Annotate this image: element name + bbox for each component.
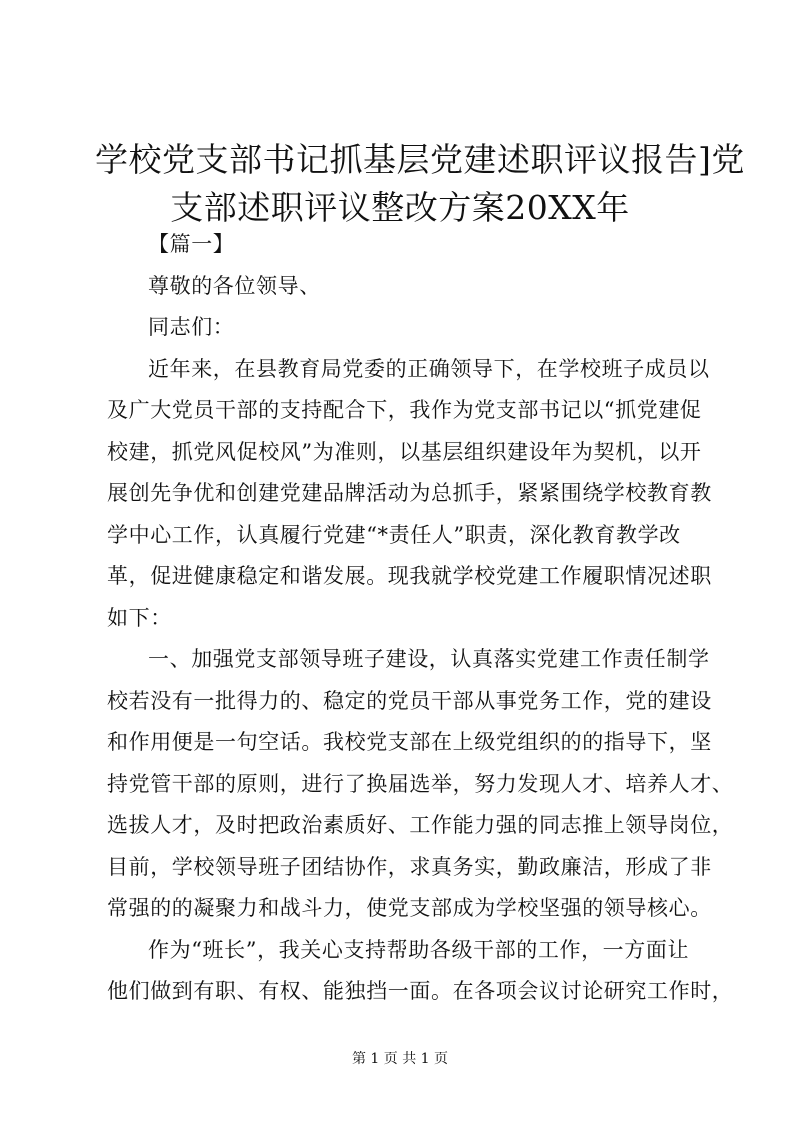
document-title xyxy=(95,136,745,232)
paragraph-line: 目前，学校领导班子团结协作，求真务实，勤政廉洁，形成了非 xyxy=(107,854,712,879)
title-line-2: 支部述职评议整改方案20XX年 xyxy=(170,188,630,227)
section-marker: 【篇一】 xyxy=(148,232,235,256)
paragraph-line: 校若没有一批得力的、稳定的党员干部从事党务工作，党的建设 xyxy=(107,688,712,713)
paragraph-line: 校建，抓党风促校风”为准则，以基层组织建设年为契机，以开 xyxy=(107,439,702,464)
salutation-line-2: 同志们： xyxy=(148,315,235,339)
paragraph-line: 如下： xyxy=(107,605,172,630)
paragraph-line: 学中心工作，认真履行党建“*责任人”职责，深化教育教学改 xyxy=(107,522,681,547)
paragraph-line: 持党管干部的原则，进行了换届选举，努力发现人才、培养人才、 xyxy=(107,771,734,796)
paragraph-line: 和作用便是一句空话。我校党支部在上级党组织的的指导下，坚 xyxy=(107,730,712,754)
paragraph-line: 近年来，在县教育局党委的正确领导下，在学校班子成员以 xyxy=(148,356,710,381)
page-footer: 第 1 页 共 1 页 xyxy=(351,1051,449,1067)
salutation-line-1: 尊敬的各位领导、 xyxy=(148,273,321,298)
title-line-1: 学校党支部书记抓基层党建述职评议报告]党 xyxy=(95,140,745,179)
paragraph-monitor-role xyxy=(107,930,734,1013)
paragraph-line: 展创先争优和创建党建品牌活动为总抓手，紧紧围绕学校教育教 xyxy=(107,481,712,505)
paragraph-line: 及广大党员干部的支持配合下，我作为党支部书记以“抓党建促 xyxy=(107,398,702,422)
paragraph-line: 他们做到有职、有权、能独挡一面。在各项会议讨论研究工作时， xyxy=(107,979,734,1003)
paragraph-line: 作为“班长”，我关心支持帮助各级干部的工作，一方面让 xyxy=(148,937,690,962)
paragraph-intro xyxy=(107,349,712,640)
paragraph-line: 一、加强党支部领导班子建设，认真落实党建工作责任制学 xyxy=(148,647,710,671)
paragraph-section-one xyxy=(107,639,734,930)
document-body xyxy=(107,224,734,1013)
paragraph-line: 选拔人才，及时把政治素质好、工作能力强的同志推上领导岗位， xyxy=(107,813,734,837)
paragraph-line: 常强的的凝聚力和战斗力，使党支部成为学校坚强的领导核心。 xyxy=(107,896,712,920)
paragraph-line: 革，促进健康稳定和谐发展。现我就学校党建工作履职情况述职 xyxy=(107,564,712,588)
